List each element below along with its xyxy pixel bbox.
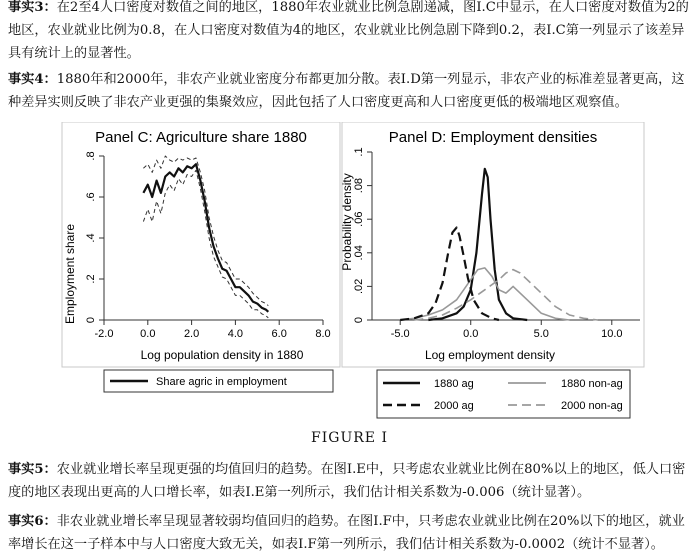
panel-d-xtick-label: -5.0	[390, 328, 410, 340]
panel-c	[62, 122, 340, 392]
legend-label-2000-non-ag: 2000 non-ag	[561, 400, 623, 412]
fact6-lead: 事实6：	[8, 514, 57, 529]
panel-d-xtick-label: 0.0	[463, 328, 479, 340]
panel-c-xtick-label: 2.0	[183, 328, 200, 340]
figure-caption: FIGURE I	[311, 430, 388, 446]
panel-d-ytick-label: .1	[353, 147, 365, 157]
panel-d	[340, 122, 644, 418]
fact5-lead: 事实5：	[8, 462, 57, 477]
panel-c-ytick-label: .8	[85, 151, 97, 161]
panel-c-ytick-label: .6	[85, 192, 97, 202]
panel-c-ytick-label: .2	[85, 274, 97, 284]
fact3-lead: 事实3：	[8, 0, 57, 15]
panel-c-xlabel: Log population density in 1880	[140, 348, 304, 362]
panel-d-xtick-label: 10.0	[601, 328, 623, 340]
panel-d-ytick-label: .06	[353, 211, 365, 227]
legend-label-2000-ag: 2000 ag	[434, 400, 474, 412]
fact5-text: 农业就业增长率呈现更强的均值回归的趋势。在图I.E中，只考虑农业就业比例在80%以上的地区，低人口密度的地区表现出更高的人口增长率，如表I.E第一列所示，我们估计相关系数为-0.006（统计显著）。	[8, 462, 686, 500]
panel-d-ytick-label: .08	[353, 177, 365, 194]
panel-c-ytick-label: .4	[85, 233, 97, 243]
panel-c-xtick-label: -2.0	[94, 328, 114, 340]
legend-label-1880-ag: 1880 ag	[434, 378, 474, 390]
panel-c-title: Panel C: Agriculture share 1880	[95, 129, 307, 146]
fact4-lead: 事实4：	[8, 72, 57, 87]
panel-d-ytick-label: 0	[353, 316, 365, 324]
panel-d-xtick-label: 5.0	[533, 328, 549, 340]
fact3-text: 在2至4人口密度对数值之间的地区，1880年农业就业比例急剧递减，图I.C中显示，在人口密度对数值为2的地区，农业就业比例为0.8，在人口密度对数值为4的地区，农业就业比例急剧下降到0.2，表I.C第一列显示了该差异具有统计上的显著性。	[8, 0, 689, 61]
figure-i	[0, 122, 699, 427]
paragraph-fact3	[8, 0, 692, 65]
fact4-text: 1880年和2000年，非农产业就业密度分布都更加分散。表I.D第一列显示，非农产业的标准差显著更高，这种差异实则反映了非农产业更强的集聚效应，因此包括了人口密度更高和人口密度更低的极端地区观察值。	[8, 72, 685, 110]
legend-label-1880-non-ag: 1880 non-ag	[561, 378, 623, 390]
fact6-text: 非农业就业增长率呈现显著较弱均值回归的趋势。在图I.F中，只考虑农业就业比例在20%以下的地区，就业率增长在这一子样本中与人口密度大致无关，如表I.F第一列所示，我们估计相关系数为-0.0002（统计不显著）。	[8, 514, 685, 552]
panel-d-ytick-label: .04	[353, 245, 365, 261]
paragraph-fact5	[8, 458, 692, 504]
panel-d-xlabel: Log employment density	[424, 348, 556, 362]
panel-d-ylabel: Probability density	[340, 173, 354, 271]
panel-c-xtick-label: 6.0	[271, 328, 287, 340]
legend-label-share-agric: Share agric in employment	[156, 376, 287, 388]
paragraph-fact4	[8, 68, 692, 114]
panel-c-xtick-label: 8.0	[315, 328, 331, 340]
panel-c-ytick-label: 0	[85, 316, 97, 324]
paragraph-fact6	[8, 510, 692, 556]
panel-c-xtick-label: 0.0	[140, 328, 156, 340]
panel-c-xtick-label: 4.0	[227, 328, 244, 340]
panel-d-ytick-label: .02	[353, 278, 365, 295]
panel-c-ylabel: Employment share	[63, 223, 77, 325]
panel-d-title: Panel D: Employment densities	[388, 129, 598, 146]
